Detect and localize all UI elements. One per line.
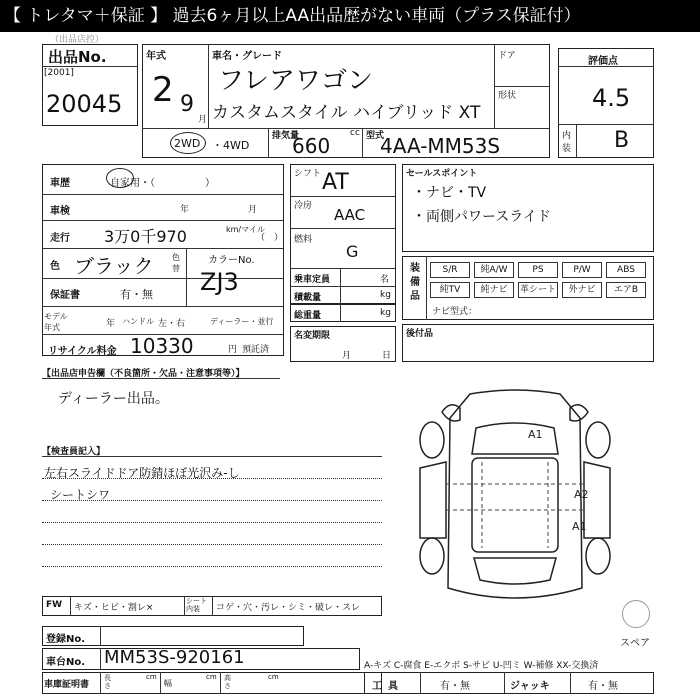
equipment-item: エアB <box>606 282 646 298</box>
equipment-item: 純TV <box>430 282 470 298</box>
seat-label: シート内装 <box>186 597 207 613</box>
weight-unit: kg <box>380 308 391 318</box>
type-label: 型式 <box>366 131 385 141</box>
shift-value: AT <box>322 170 349 195</box>
recycle-unit: 円 <box>228 345 238 355</box>
equipment-item: 純ナビ <box>474 282 514 298</box>
dealer-notes-text: ディーラー出品。 <box>58 391 169 407</box>
score-value: 4.5 <box>592 84 631 112</box>
drive-4wd: ・4WD <box>212 139 250 152</box>
inspection-month: 月 <box>248 205 258 215</box>
handle-label: ハンドル <box>122 317 154 326</box>
mileage-unit: km/マイル <box>226 225 265 234</box>
tools-value: 有・無 <box>440 681 470 692</box>
model-name: フレアワゴン <box>218 66 373 96</box>
regcert-cm2: cm <box>206 673 217 681</box>
door-label: ドア <box>498 51 516 61</box>
regcert-long: 長さ <box>104 674 111 690</box>
year-month: 9 <box>180 92 194 117</box>
color-code-label: カラーNo. <box>208 255 255 266</box>
mileage-label: 走行 <box>50 233 70 244</box>
interior-value: B <box>614 128 630 153</box>
name-change-day: 日 <box>382 351 392 361</box>
displacement-label: 排気量 <box>272 131 300 141</box>
equipment-item: S/R <box>430 262 470 278</box>
warranty-label: 保証書 <box>50 290 80 301</box>
color-label: 色 <box>50 261 60 272</box>
navi-label: ナビ型式： <box>432 307 478 317</box>
spare-label: スペア <box>620 638 650 649</box>
equipment-item: PS <box>518 262 558 278</box>
legend: A-キズ C-腐食 E-エクボ S-サビ U-凹ミ W-補修 XX-交換済 <box>364 661 599 671</box>
regcert-label: 車庫証明書 <box>44 680 90 690</box>
recycle-deposit: 預託済 <box>242 345 270 355</box>
name-change-month: 月 <box>342 351 352 361</box>
capacity-label: 乗車定員 <box>294 275 331 285</box>
year-label: 年式 <box>146 51 166 62</box>
seat-value: コゲ・穴・汚レ・シミ・破レ・スレ <box>216 603 361 613</box>
sales-line2: ・両側パワースライド <box>412 209 551 225</box>
regcert-cm1: cm <box>146 673 157 681</box>
car-diagram <box>410 388 620 608</box>
jack-value: 有・無 <box>588 681 618 692</box>
inspector-line2: シートシワ <box>50 488 111 502</box>
lot-number: 20045 <box>46 90 123 118</box>
interior-label: 内装 <box>562 131 572 154</box>
cc-unit: cc <box>350 128 360 138</box>
history-label: 車歴 <box>50 178 70 189</box>
equipment-label: 装備品 <box>410 263 420 302</box>
shape-label: 形状 <box>498 91 517 101</box>
drive-2wd: 2WD <box>174 137 201 150</box>
warranty-value: 有・無 <box>120 288 153 301</box>
equipment-item: ABS <box>606 262 646 278</box>
lot-label: 出品No. <box>48 48 107 66</box>
mileage-paren: （ ） <box>256 233 284 243</box>
model-year-year: 年 <box>106 319 116 329</box>
history-value: 自家用・（ ） <box>110 178 215 189</box>
chassis-label: 車台No. <box>46 657 86 668</box>
fuel-value: G <box>346 242 359 261</box>
inspector-line1: 左右スライドドア防錆ほぼ光沢み-し <box>44 466 240 480</box>
sales-label: セールスポイント <box>406 169 478 179</box>
load-unit: kg <box>380 290 391 300</box>
ac-value: AAC <box>334 206 366 224</box>
type-value: 4AA-MM53S <box>380 134 501 158</box>
faded-header: （出品店控） <box>50 35 105 45</box>
diagram-mark-2: A2 <box>574 488 589 501</box>
chassis-value: MM53S-920161 <box>104 647 245 668</box>
score-label: 評価点 <box>588 56 618 67</box>
weight-label: 総重量 <box>294 311 322 321</box>
diagram-mark-3: A1 <box>572 520 587 533</box>
dealer-label: ディーラー・並行 <box>210 317 274 326</box>
regcert-cm3: cm <box>268 673 279 681</box>
dealer-notes-label: 【出品店申告欄（不良箇所・欠品・注意事項等）】 <box>42 369 245 379</box>
spare-circle <box>622 600 650 628</box>
diagram-mark-1: A1 <box>528 428 543 441</box>
lot-tag: [2001] <box>44 68 74 78</box>
tools-label: 工具 <box>372 681 404 692</box>
fw-label: FW <box>46 600 63 610</box>
registration-label: 登録No. <box>46 634 86 645</box>
color-value: ブラック <box>74 254 154 278</box>
equipment-item: 外ナビ <box>562 282 602 298</box>
shift-label: シフト <box>294 169 322 179</box>
jack-label: ジャッキ <box>510 681 550 692</box>
fuel-label: 燃料 <box>294 235 313 245</box>
afterfit-box <box>402 324 654 362</box>
recycle-label: リサイクル料金 <box>48 346 117 357</box>
afterfit-label: 後付品 <box>406 329 434 339</box>
inspector-notes-label: 【検査員記入】 <box>42 447 106 457</box>
handle-value: 左・右 <box>158 319 186 329</box>
inspection-label: 車検 <box>50 206 70 217</box>
name-change-label: 名変期限 <box>294 331 331 341</box>
load-label: 積載量 <box>294 293 322 303</box>
equipment-item: 革シート <box>518 282 558 298</box>
model-year-label: モデル年式 <box>44 312 68 332</box>
capacity-unit: 名 <box>380 275 390 285</box>
model-grade: カスタムスタイル ハイブリッド XT <box>212 103 481 123</box>
equipment-item: P/W <box>562 262 602 278</box>
sales-line1: ・ナビ・TV <box>412 185 487 201</box>
inspection-year: 年 <box>180 205 190 215</box>
color-change-label: 色替 <box>172 253 180 273</box>
color-code: ZJ3 <box>200 268 239 296</box>
recycle-value: 10330 <box>130 334 194 358</box>
displacement-value: 660 <box>292 134 331 158</box>
regcert-width: 幅 <box>164 679 172 688</box>
ac-label: 冷房 <box>294 201 313 211</box>
year-month-suffix: 月 <box>198 115 208 125</box>
fw-value: キズ・ヒビ・割レ× <box>74 603 154 613</box>
mileage-value: 3万0千970 <box>104 227 187 246</box>
equipment-item: 純A/W <box>474 262 514 278</box>
year-value: 2 <box>152 70 174 110</box>
regcert-height: 高さ <box>224 674 231 690</box>
banner-title: 【 トレタマ＋保証 】 過去6ヶ月以上AA出品歴がない車両（プラス保証付） <box>0 0 700 32</box>
model-label: 車名・グレード <box>212 51 282 62</box>
